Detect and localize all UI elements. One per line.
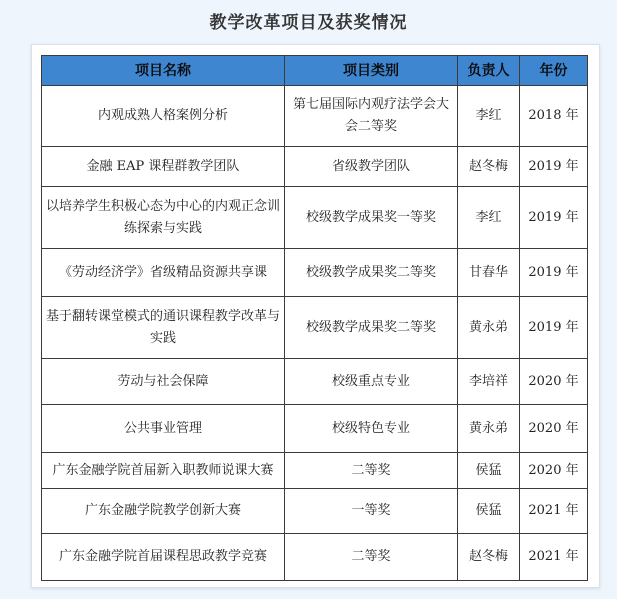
cell-year: 2019 年 (520, 187, 588, 249)
cell-project-category: 省级教学团队 (285, 147, 458, 187)
table-row (42, 86, 588, 147)
cell-owner: 李培祥 (458, 359, 520, 405)
cell-project-name: 《劳动经济学》省级精品资源共享课 (42, 249, 285, 297)
cell-project-name: 基于翻转课堂模式的通识课程教学改革与实践 (42, 297, 285, 359)
cell-project-category: 校级重点专业 (285, 359, 458, 405)
cell-owner: 侯猛 (458, 453, 520, 489)
cell-project-category: 校级教学成果奖二等奖 (285, 249, 458, 297)
cell-project-name: 内观成熟人格案例分析 (42, 86, 285, 147)
cell-project-name: 以培养学生积极心态为中心的内观正念训练探索与实践 (42, 187, 285, 249)
cell-project-name: 广东金融学院教学创新大赛 (42, 489, 285, 534)
cell-year: 2021 年 (520, 489, 588, 534)
cell-project-name: 广东金融学院首届课程思政教学竞赛 (42, 534, 285, 581)
cell-project-name: 劳动与社会保障 (42, 359, 285, 405)
table-row (42, 489, 588, 534)
cell-owner: 甘春华 (458, 249, 520, 297)
cell-project-category: 校级教学成果奖二等奖 (285, 297, 458, 359)
cell-owner: 侯猛 (458, 489, 520, 534)
table-row (42, 534, 588, 581)
cell-owner: 赵冬梅 (458, 534, 520, 581)
cell-owner: 黄永弟 (458, 297, 520, 359)
cell-owner: 李红 (458, 187, 520, 249)
cell-year: 2018 年 (520, 86, 588, 147)
table-row (42, 297, 588, 359)
cell-year: 2020 年 (520, 405, 588, 453)
page-title: 教学改革项目及获奖情况 (209, 13, 408, 33)
table-row (42, 405, 588, 453)
table-row (42, 249, 588, 297)
cell-project-category: 第七届国际内观疗法学会大会二等奖 (285, 86, 458, 147)
cell-year: 2019 年 (520, 147, 588, 187)
table-row (42, 187, 588, 249)
cell-project-name: 金融 EAP 课程群教学团队 (42, 147, 285, 187)
cell-owner: 赵冬梅 (458, 147, 520, 187)
table-header-row (42, 56, 588, 86)
cell-year: 2019 年 (520, 249, 588, 297)
table-row (42, 453, 588, 489)
projects-table (41, 55, 588, 581)
cell-project-category: 校级教学成果奖一等奖 (285, 187, 458, 249)
cell-year: 2020 年 (520, 359, 588, 405)
table-card (31, 44, 600, 588)
cell-project-category: 校级特色专业 (285, 405, 458, 453)
header-project-category: 项目类别 (285, 56, 458, 86)
header-project-name: 项目名称 (42, 56, 285, 86)
cell-project-name: 公共事业管理 (42, 405, 285, 453)
cell-owner: 李红 (458, 86, 520, 147)
cell-year: 2021 年 (520, 534, 588, 581)
cell-year: 2020 年 (520, 453, 588, 489)
cell-project-name: 广东金融学院首届新入职教师说课大赛 (42, 453, 285, 489)
table-row (42, 359, 588, 405)
cell-owner: 黄永弟 (458, 405, 520, 453)
header-year: 年份 (520, 56, 588, 86)
table-row (42, 147, 588, 187)
header-owner: 负责人 (458, 56, 520, 86)
cell-project-category: 二等奖 (285, 453, 458, 489)
cell-project-category: 二等奖 (285, 534, 458, 581)
cell-year: 2019 年 (520, 297, 588, 359)
cell-project-category: 一等奖 (285, 489, 458, 534)
